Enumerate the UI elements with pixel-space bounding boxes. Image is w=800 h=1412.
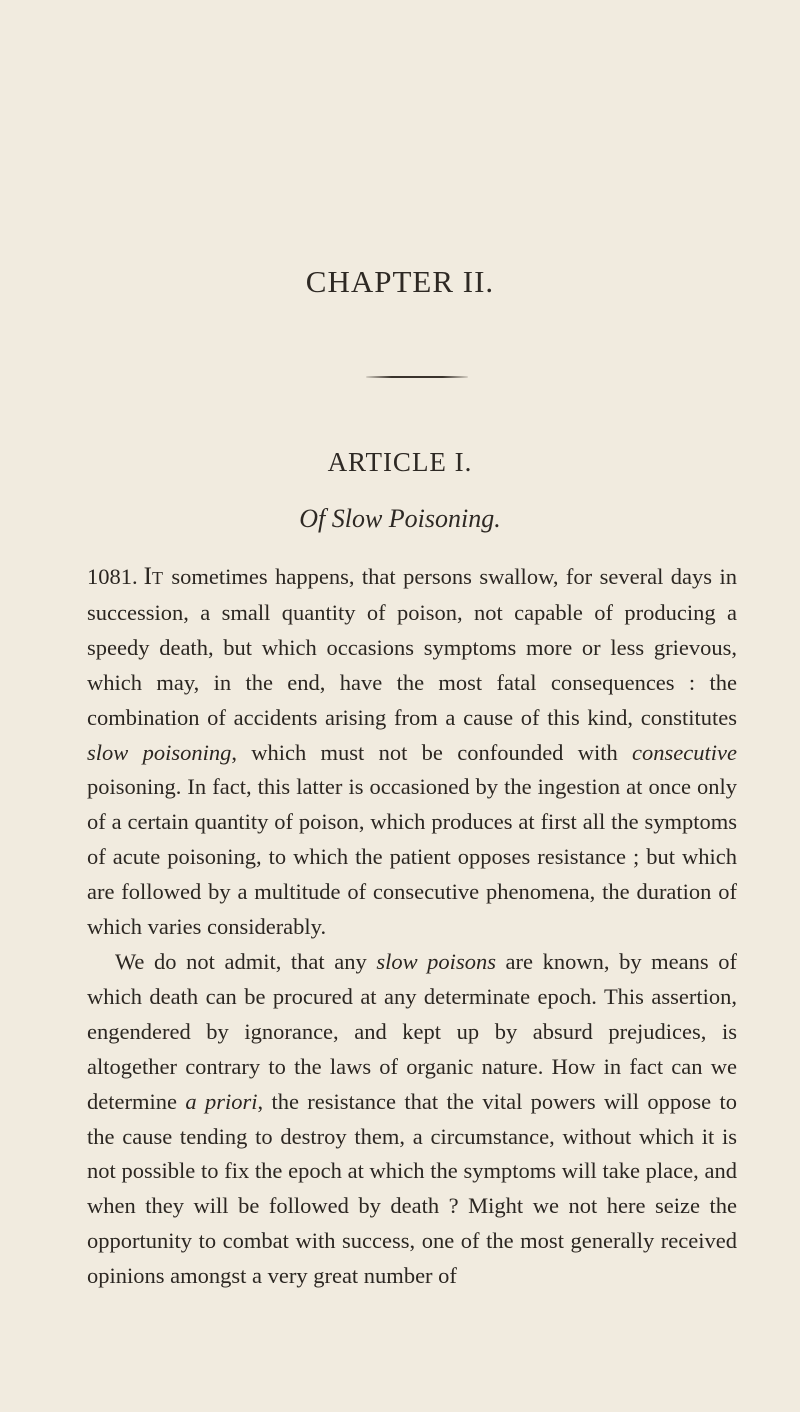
small-caps-lead: T <box>151 568 164 588</box>
ornamental-rule <box>366 376 468 378</box>
text-run: sometimes happens, that persons swallow, for several days in succession, a small quantity of poison, not capable of producing a speedy death, but which occasions symptoms more or less grievous, which may, in the end, have the most fatal consequences : the combination of accidents arising from a cause of this kind, constitutes <box>87 564 737 730</box>
italic-term: slow poisons <box>376 948 496 974</box>
paragraph-1081 <box>87 560 737 945</box>
drop-cap: I <box>143 563 152 590</box>
italic-term: consecutive <box>632 739 737 765</box>
text-run: We do not admit, that any <box>115 948 377 974</box>
chapter-title: CHAPTER II. <box>305 264 495 299</box>
italic-term: a priori <box>185 1088 258 1114</box>
italic-term: slow poisoning <box>87 739 232 765</box>
paragraph-number: 1081. <box>87 564 138 589</box>
paragraph-2 <box>87 945 737 1294</box>
text-run: are known, by means of which death can be procured at any determinate epoch. This assertion, engendered by ignorance, and kept up by absurd prejudices, is altogether contrary to the laws of organic nature. How in fact can we determine <box>87 948 737 1114</box>
article-subtitle: Of Slow Poisoning. <box>299 504 501 533</box>
text-run: poisoning. In fact, this latter is occasioned by the ingestion at once only of a certain quantity of poison, which produces at first all the symptoms of acute poisoning, to which the patient opposes resistance ; but which are followed by a multitude of consecutive phenomena, the duration of which varies considerably. <box>87 774 737 940</box>
article-title: ARTICLE I. <box>327 447 473 477</box>
body-text <box>87 560 737 1294</box>
text-run: , the resistance that the vital powers will oppose to the cause tending to destroy them, a circumstance, without which it is not possible to fix the epoch at which the symptoms will take place, and when they will be followed by death ? Might we not here seize the opportunity to combat with success, one of the most generally received opinions amongst a very great number of <box>87 1088 738 1289</box>
text-run: , which must not be confounded with <box>231 739 633 765</box>
